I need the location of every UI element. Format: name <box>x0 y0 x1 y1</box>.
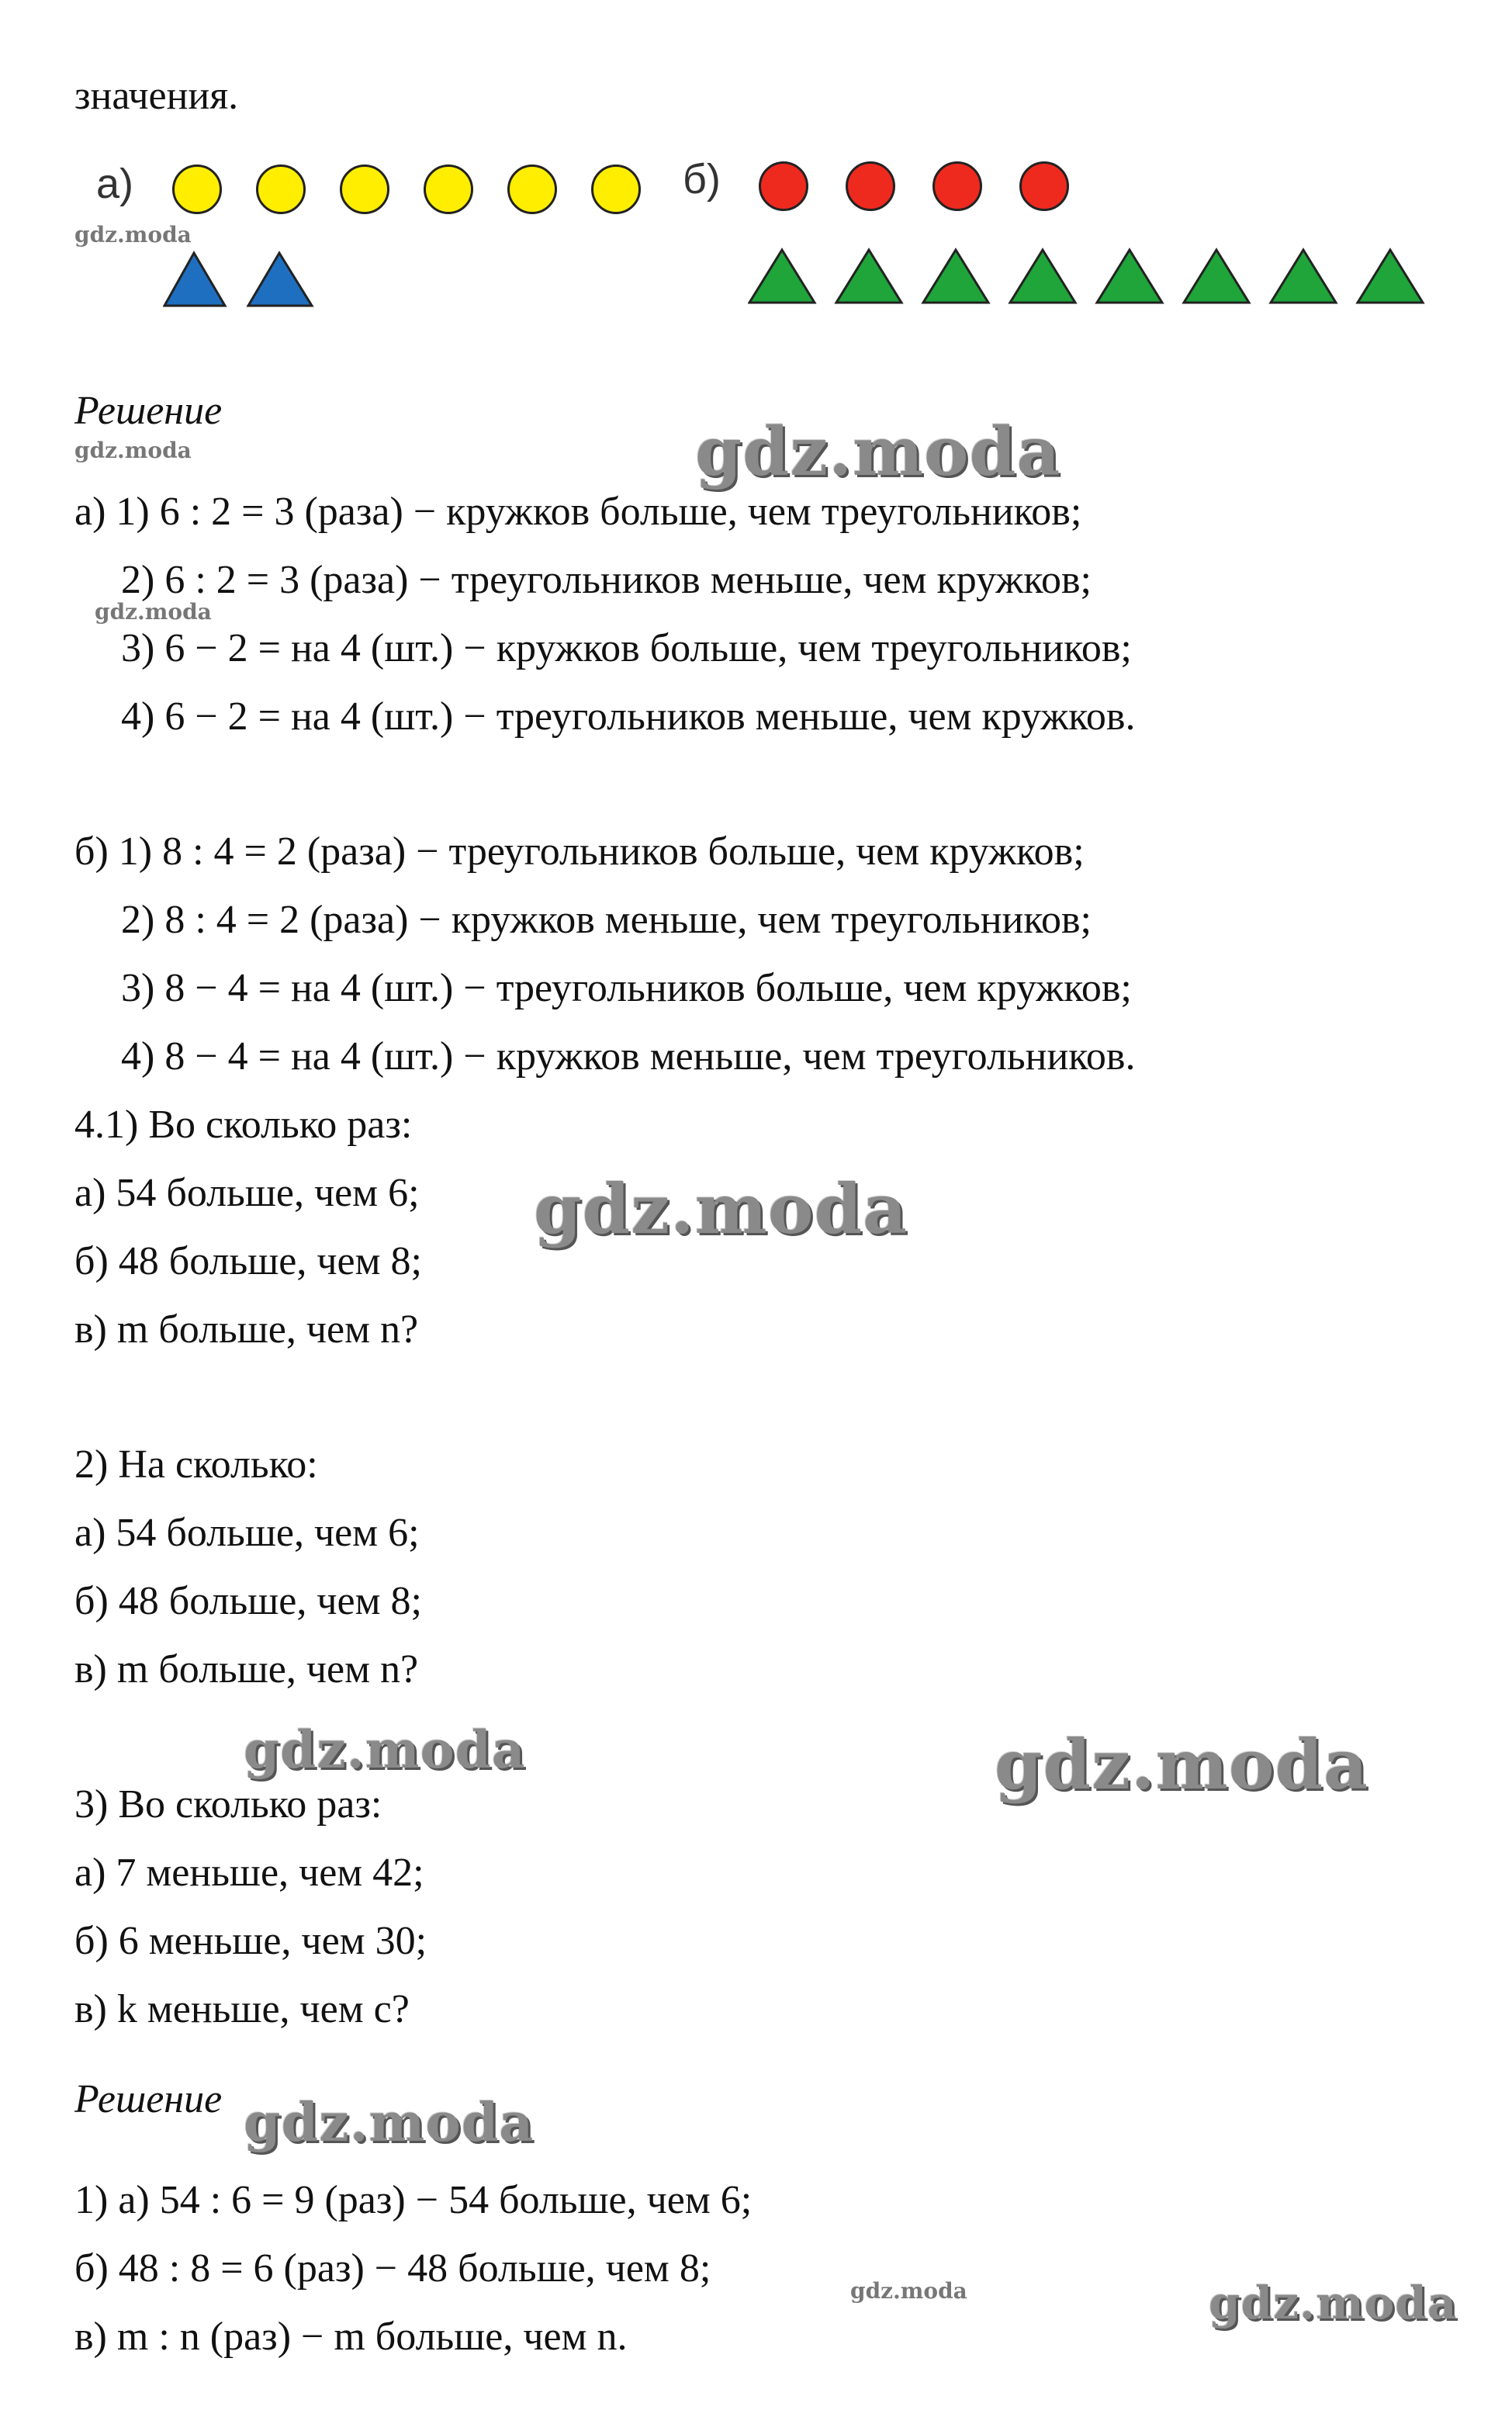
watermark: gdz.moda <box>74 222 192 248</box>
blue-triangle <box>164 253 225 306</box>
red-circle <box>932 161 982 211</box>
blue-triangle <box>248 253 312 306</box>
yellow-circle <box>340 164 389 214</box>
solution-heading: Решение <box>74 2077 223 2121</box>
yellow-circle <box>172 164 222 214</box>
solution-b-line: 4) 8 − 4 = на 4 (шт.) − кружков меньше, чем треугольников. <box>121 1034 1136 1079</box>
answer-line: 1) а) 54 : 6 = 9 (раз) − 54 больше, чем 6; <box>74 2178 753 2222</box>
task-item: в) k меньше, чем c? <box>74 1987 410 2031</box>
solution-heading: Решение <box>74 389 223 433</box>
yellow-circle <box>424 164 473 214</box>
task-item: б) 6 меньше, чем 30; <box>74 1919 427 1963</box>
solution-b-line: 3) 8 − 4 = на 4 (шт.) − треугольников больше, чем кружков; <box>121 966 1132 1010</box>
yellow-circle <box>591 164 641 214</box>
solution-a-line: 4) 6 − 2 = на 4 (шт.) − треугольников меньше, чем кружков. <box>121 694 1136 739</box>
solution-a-line: 2) 6 : 2 = 3 (раза) − треугольников меньше, чем кружков; <box>121 558 1092 602</box>
answer-line: б) 48 : 8 = 6 (раз) − 48 больше, чем 8; <box>74 2246 711 2291</box>
task-item: б) 48 больше, чем 8; <box>74 1239 422 1283</box>
watermark: gdz.moda <box>534 1169 908 1249</box>
watermark: gdz.moda <box>995 1724 1369 1805</box>
green-triangle <box>836 250 901 303</box>
green-triangle <box>1010 250 1075 303</box>
task-item: б) 48 больше, чем 8; <box>74 1579 422 1623</box>
solution-a-line: а) 1) 6 : 2 = 3 (раза) − кружков больше, чем треугольников; <box>74 490 1082 534</box>
watermark: gdz.moda <box>695 413 1061 491</box>
solution-a-line: 3) 6 − 2 = на 4 (шт.) − кружков больше, чем треугольников; <box>121 626 1132 670</box>
solution-b-line: 2) 8 : 4 = 2 (раза) − кружков меньше, чем треугольников; <box>121 898 1092 942</box>
answer-line: в) m : n (раз) − m больше, чем n. <box>74 2315 628 2359</box>
intro-word: значения. <box>74 74 239 118</box>
yellow-circle <box>256 164 306 214</box>
figure-label-a: а) <box>96 161 134 207</box>
green-triangle <box>1184 250 1249 303</box>
task-heading: 4.1) Во сколько раз: <box>74 1103 413 1147</box>
watermark: gdz.moda <box>74 438 192 463</box>
task-item: в) m больше, чем n? <box>74 1647 419 1692</box>
figure-label-b: б) <box>683 156 721 203</box>
task-heading: 3) Во сколько раз: <box>74 1782 382 1827</box>
red-circle <box>846 161 895 211</box>
green-triangles <box>748 247 1431 306</box>
task-heading: 2) На сколько: <box>74 1442 318 1487</box>
task-item: в) m больше, чем n? <box>74 1307 419 1352</box>
blue-triangles <box>163 250 326 309</box>
watermark: gdz.moda <box>1209 2277 1458 2329</box>
task-item: а) 7 меньше, чем 42; <box>74 1851 424 1895</box>
green-triangle <box>749 250 815 303</box>
solution-b-line: б) 1) 8 : 4 = 2 (раза) − треугольников больше, чем кружков; <box>74 829 1085 874</box>
watermark: gdz.moda <box>850 2278 967 2304</box>
watermark: gdz.moda <box>244 2092 535 2154</box>
red-circle <box>1019 161 1069 211</box>
green-triangle <box>1271 250 1336 303</box>
red-circle <box>759 161 808 211</box>
green-triangle <box>923 250 988 303</box>
green-triangle <box>1358 250 1423 303</box>
task-item: а) 54 больше, чем 6; <box>74 1171 420 1215</box>
yellow-circle <box>507 164 557 214</box>
watermark: gdz.moda <box>95 599 212 625</box>
green-triangle <box>1097 250 1162 303</box>
task-item: а) 54 больше, чем 6; <box>74 1511 420 1555</box>
watermark: gdz.moda <box>244 1719 526 1780</box>
